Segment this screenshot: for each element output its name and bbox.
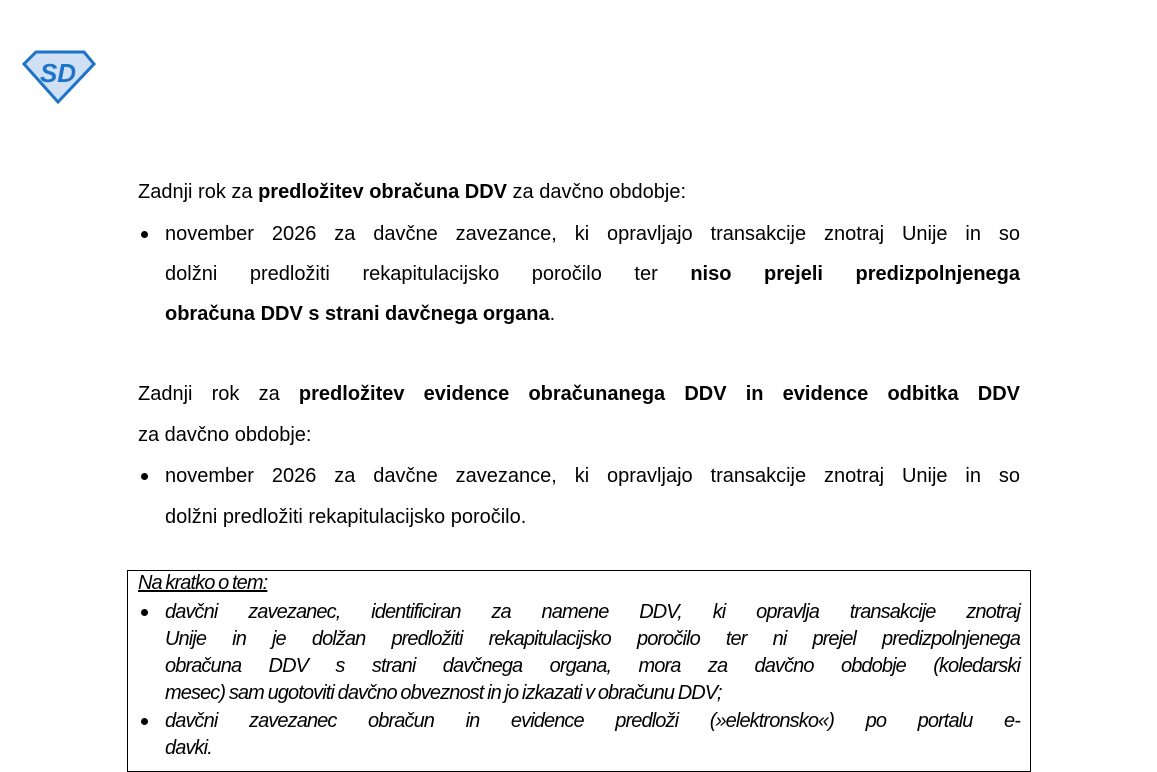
summary-bullet1-line: obračuna DDV s strani davčnega organa, mora za davčno obdobje (koledarski bbox=[165, 655, 1020, 677]
section2-intro-line2: za davčno obdobje: bbox=[138, 424, 312, 446]
summary-bullet1-line: davčni zavezanec, identificiran za namene DDV, ki opravlja transakcije znotraj bbox=[165, 601, 1020, 623]
bullet-icon bbox=[141, 231, 148, 238]
bullet-icon bbox=[141, 718, 148, 725]
section1-bullet-line1: november 2026 za davčne zavezance, ki opravljajo transakcije znotraj Unije in so bbox=[165, 223, 1020, 245]
section1-bullet-line3: obračuna DDV s strani davčnega organa. bbox=[165, 303, 556, 325]
summary-bullet1-line: Unije in je dolžan predložiti rekapitulacijsko poročilo ter ni prejel predizpolnjenega bbox=[165, 628, 1020, 650]
summary-bullet1-line: mesec) sam ugotoviti davčno obveznost in jo izkazati v obračunu DDV; bbox=[165, 682, 722, 704]
bullet-icon bbox=[141, 609, 148, 616]
summary-bullet2-line: davki. bbox=[165, 737, 212, 759]
section2-bullet-line2: dolžni predložiti rekapitulacijsko poročilo. bbox=[165, 506, 527, 528]
svg-text:SD: SD bbox=[39, 58, 77, 88]
summary-bullet2-line: davčni zavezanec obračun in evidence predloži (»elektronsko«) po portalu e- bbox=[165, 710, 1020, 732]
section2-bullet-line1: november 2026 za davčne zavezance, ki opravljajo transakcije znotraj Unije in so bbox=[165, 465, 1020, 487]
section1-intro: Zadnji rok za predložitev obračuna DDV za davčno obdobje: bbox=[138, 181, 687, 203]
summary-title: Na kratko o tem: bbox=[138, 572, 268, 594]
section2-intro: Zadnji rok za predložitev evidence obračunanega DDV in evidence odbitka DDV bbox=[138, 383, 1020, 405]
section1-bullet-line2: dolžni predložiti rekapitulacijsko poročilo ter niso prejeli predizpolnjenega bbox=[165, 263, 1021, 285]
company-logo bbox=[22, 50, 96, 104]
bullet-icon bbox=[141, 473, 148, 480]
